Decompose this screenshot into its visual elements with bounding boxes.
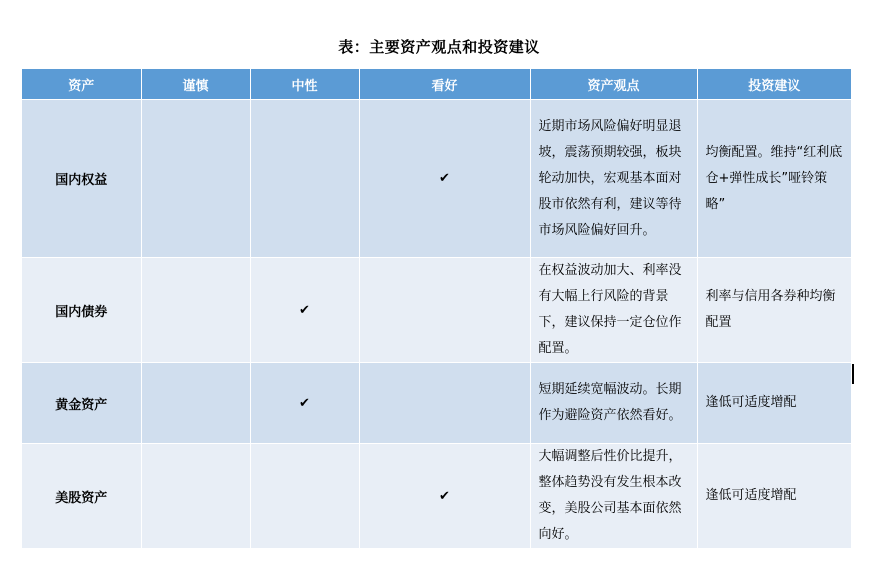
asset-view-table <box>22 69 851 548</box>
cautious-cell <box>141 258 250 363</box>
table-title: 表：主要资产观点和投资建议 <box>338 38 540 56</box>
investment-advice-cell: 逢低可适度增配 <box>697 444 851 549</box>
asset-cell: 国内权益 <box>22 100 141 258</box>
header-neutral: 中性 <box>250 69 359 100</box>
header-asset: 资产 <box>22 69 141 100</box>
cautious-cell <box>141 444 250 549</box>
table-row <box>22 444 851 549</box>
asset-view-cell: 大幅调整后性价比提升，整体趋势没有发生根本改变，美股公司基本面依然向好。 <box>530 444 697 549</box>
asset-cell: 黄金资产 <box>22 363 141 444</box>
investment-advice-cell: 逢低可适度增配 <box>697 363 851 444</box>
asset-view-cell: 在权益波动加大、利率没有大幅上行风险的背景下，建议保持一定仓位作配置。 <box>530 258 697 363</box>
bullish-cell <box>359 363 530 444</box>
bullish-cell: ✔ <box>359 100 530 258</box>
text-cursor <box>852 364 854 384</box>
neutral-cell: ✔ <box>250 363 359 444</box>
cautious-cell <box>141 363 250 444</box>
asset-cell: 美股资产 <box>22 444 141 549</box>
table-header-row <box>22 69 851 100</box>
asset-view-cell: 短期延续宽幅波动。长期作为避险资产依然看好。 <box>530 363 697 444</box>
bullish-cell <box>359 258 530 363</box>
table-row <box>22 258 851 363</box>
investment-advice-cell: 均衡配置。维持“红利底仓+弹性成长”哑铃策略” <box>697 100 851 258</box>
cautious-cell <box>141 100 250 258</box>
neutral-cell <box>250 100 359 258</box>
neutral-cell: ✔ <box>250 258 359 363</box>
neutral-cell <box>250 444 359 549</box>
table-row <box>22 363 851 444</box>
header-asset-view: 资产观点 <box>530 69 697 100</box>
table-row <box>22 100 851 258</box>
header-bullish: 看好 <box>359 69 530 100</box>
header-investment-advice: 投资建议 <box>697 69 851 100</box>
bullish-cell: ✔ <box>359 444 530 549</box>
asset-cell: 国内债券 <box>22 258 141 363</box>
header-cautious: 谨慎 <box>141 69 250 100</box>
investment-advice-cell: 利率与信用各券种均衡配置 <box>697 258 851 363</box>
asset-view-cell: 近期市场风险偏好明显退坡，震荡预期较强，板块轮动加快，宏观基本面对股市依然有利，建议等待市场风险偏好回升。 <box>530 100 697 258</box>
